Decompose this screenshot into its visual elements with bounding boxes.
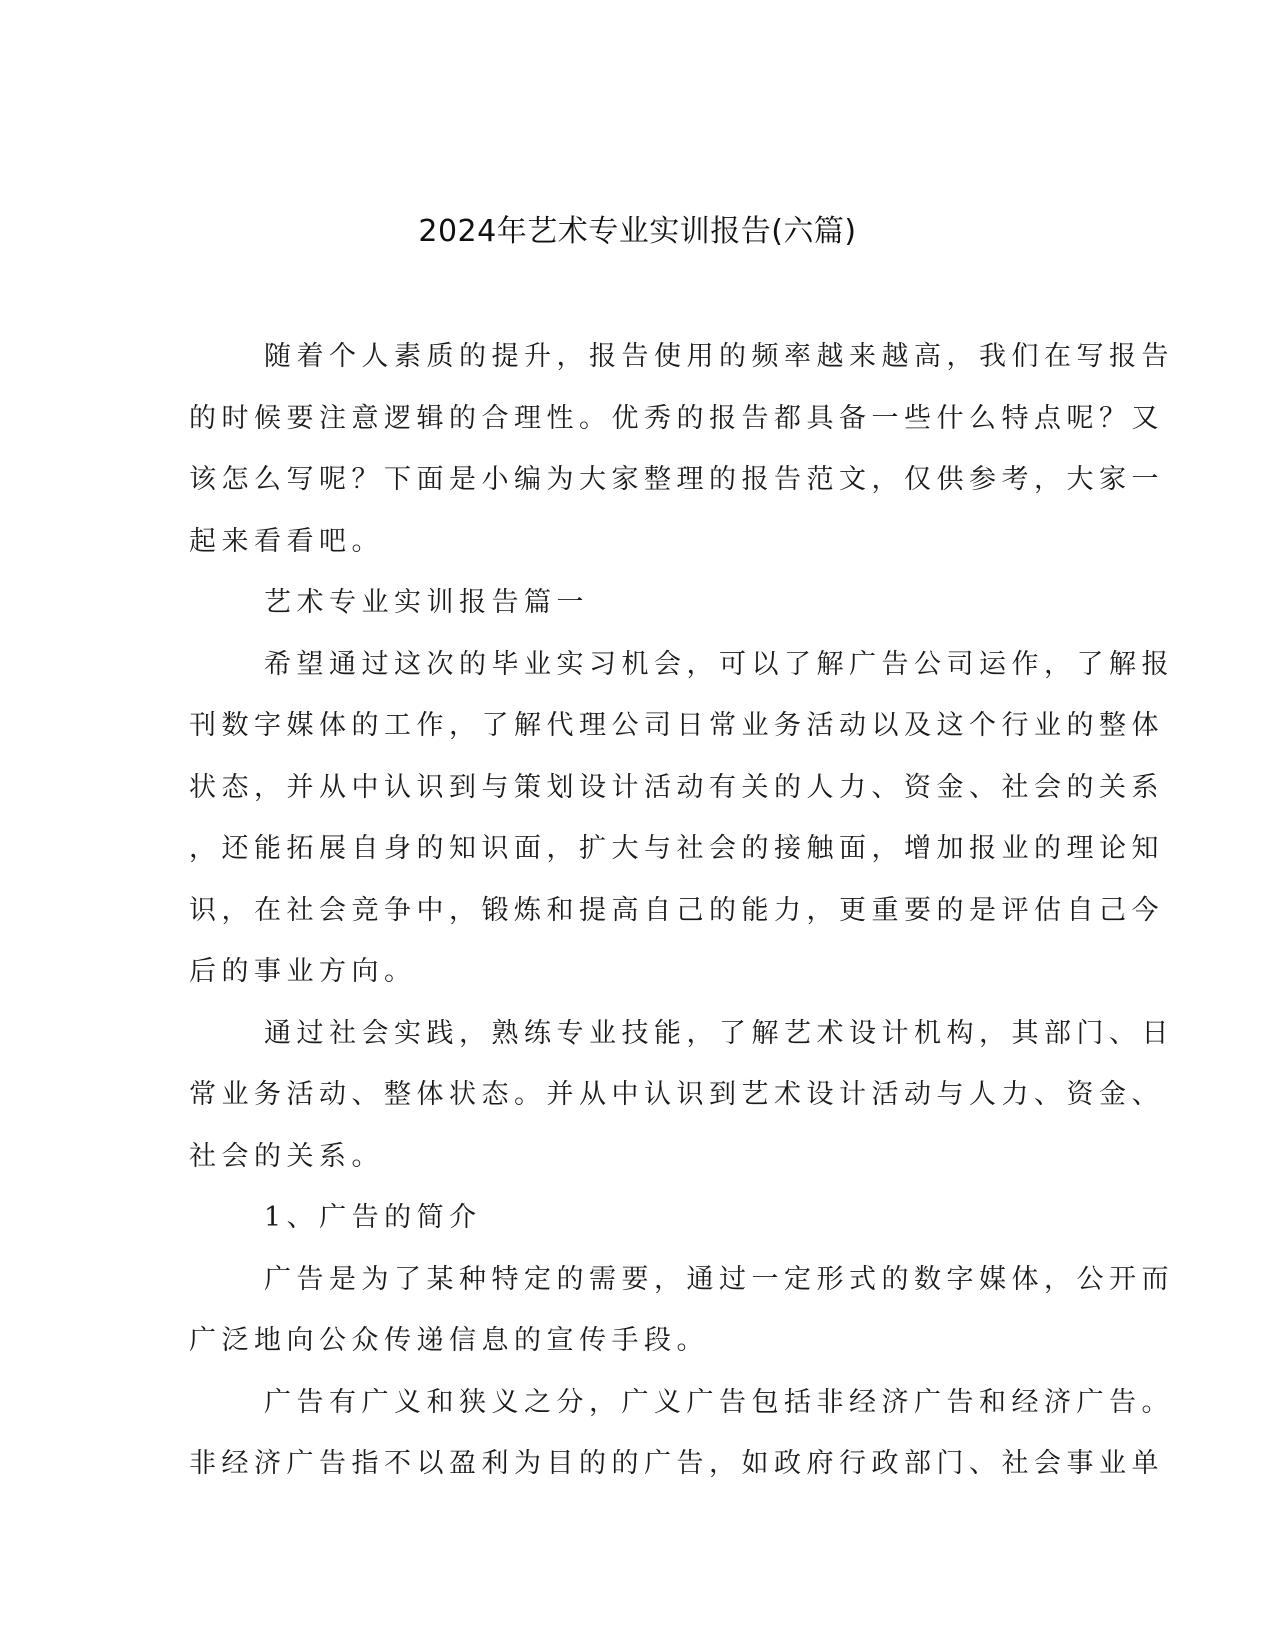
- text-line: 状态，并从中认识到与策划设计活动有关的人力、资金、社会的关系: [189, 771, 1164, 803]
- text-line: 非经济广告指不以盈利为目的的广告，如政府行政部门、社会事业单: [189, 1448, 1164, 1479]
- text-line: 识，在社会竞争中，锻炼和提高自己的能力，更重要的是评估自己今: [189, 894, 1164, 926]
- document-title: 2024年艺术专业实训报告(六篇): [418, 214, 857, 249]
- text-line: 该怎么写呢？下面是小编为大家整理的报告范文，仅供参考，大家一: [189, 464, 1164, 495]
- text-line: 1、广告的简介: [264, 1202, 482, 1233]
- text-line: 社会的关系。: [189, 1140, 384, 1172]
- text-line: 广告有广义和狭义之分，广义广告包括非经济广告和经济广告。: [264, 1386, 1174, 1418]
- text-line: 随着个人素质的提升，报告使用的频率越来越高，我们在写报告: [264, 341, 1174, 372]
- text-line: 希望通过这次的毕业实习机会，可以了解广告公司运作，了解报: [264, 648, 1174, 680]
- text-line: 通过社会实践，熟练专业技能，了解艺术设计机构，其部门、日: [264, 1017, 1174, 1049]
- text-line: 广告是为了某种特定的需要，通过一定形式的数字媒体，公开而: [264, 1263, 1174, 1295]
- text-line: ，还能拓展自身的知识面，扩大与社会的接触面，增加报业的理论知: [189, 833, 1164, 864]
- text-line: 艺术专业实训报告篇一: [264, 587, 589, 618]
- text-line: 刊数字媒体的工作，了解代理公司日常业务活动以及这个行业的整体: [189, 710, 1164, 741]
- text-line: 起来看看吧。: [189, 525, 384, 557]
- document-body: [189, 326, 1174, 1495]
- text-line: 广泛地向公众传递信息的宣传手段。: [189, 1325, 709, 1356]
- text-line: 后的事业方向。: [189, 956, 417, 987]
- text-line: 常业务活动、整体状态。并从中认识到艺术设计活动与人力、资金、: [189, 1079, 1164, 1110]
- text-line: 的时候要注意逻辑的合理性。优秀的报告都具备一些什么特点呢？又: [189, 402, 1164, 434]
